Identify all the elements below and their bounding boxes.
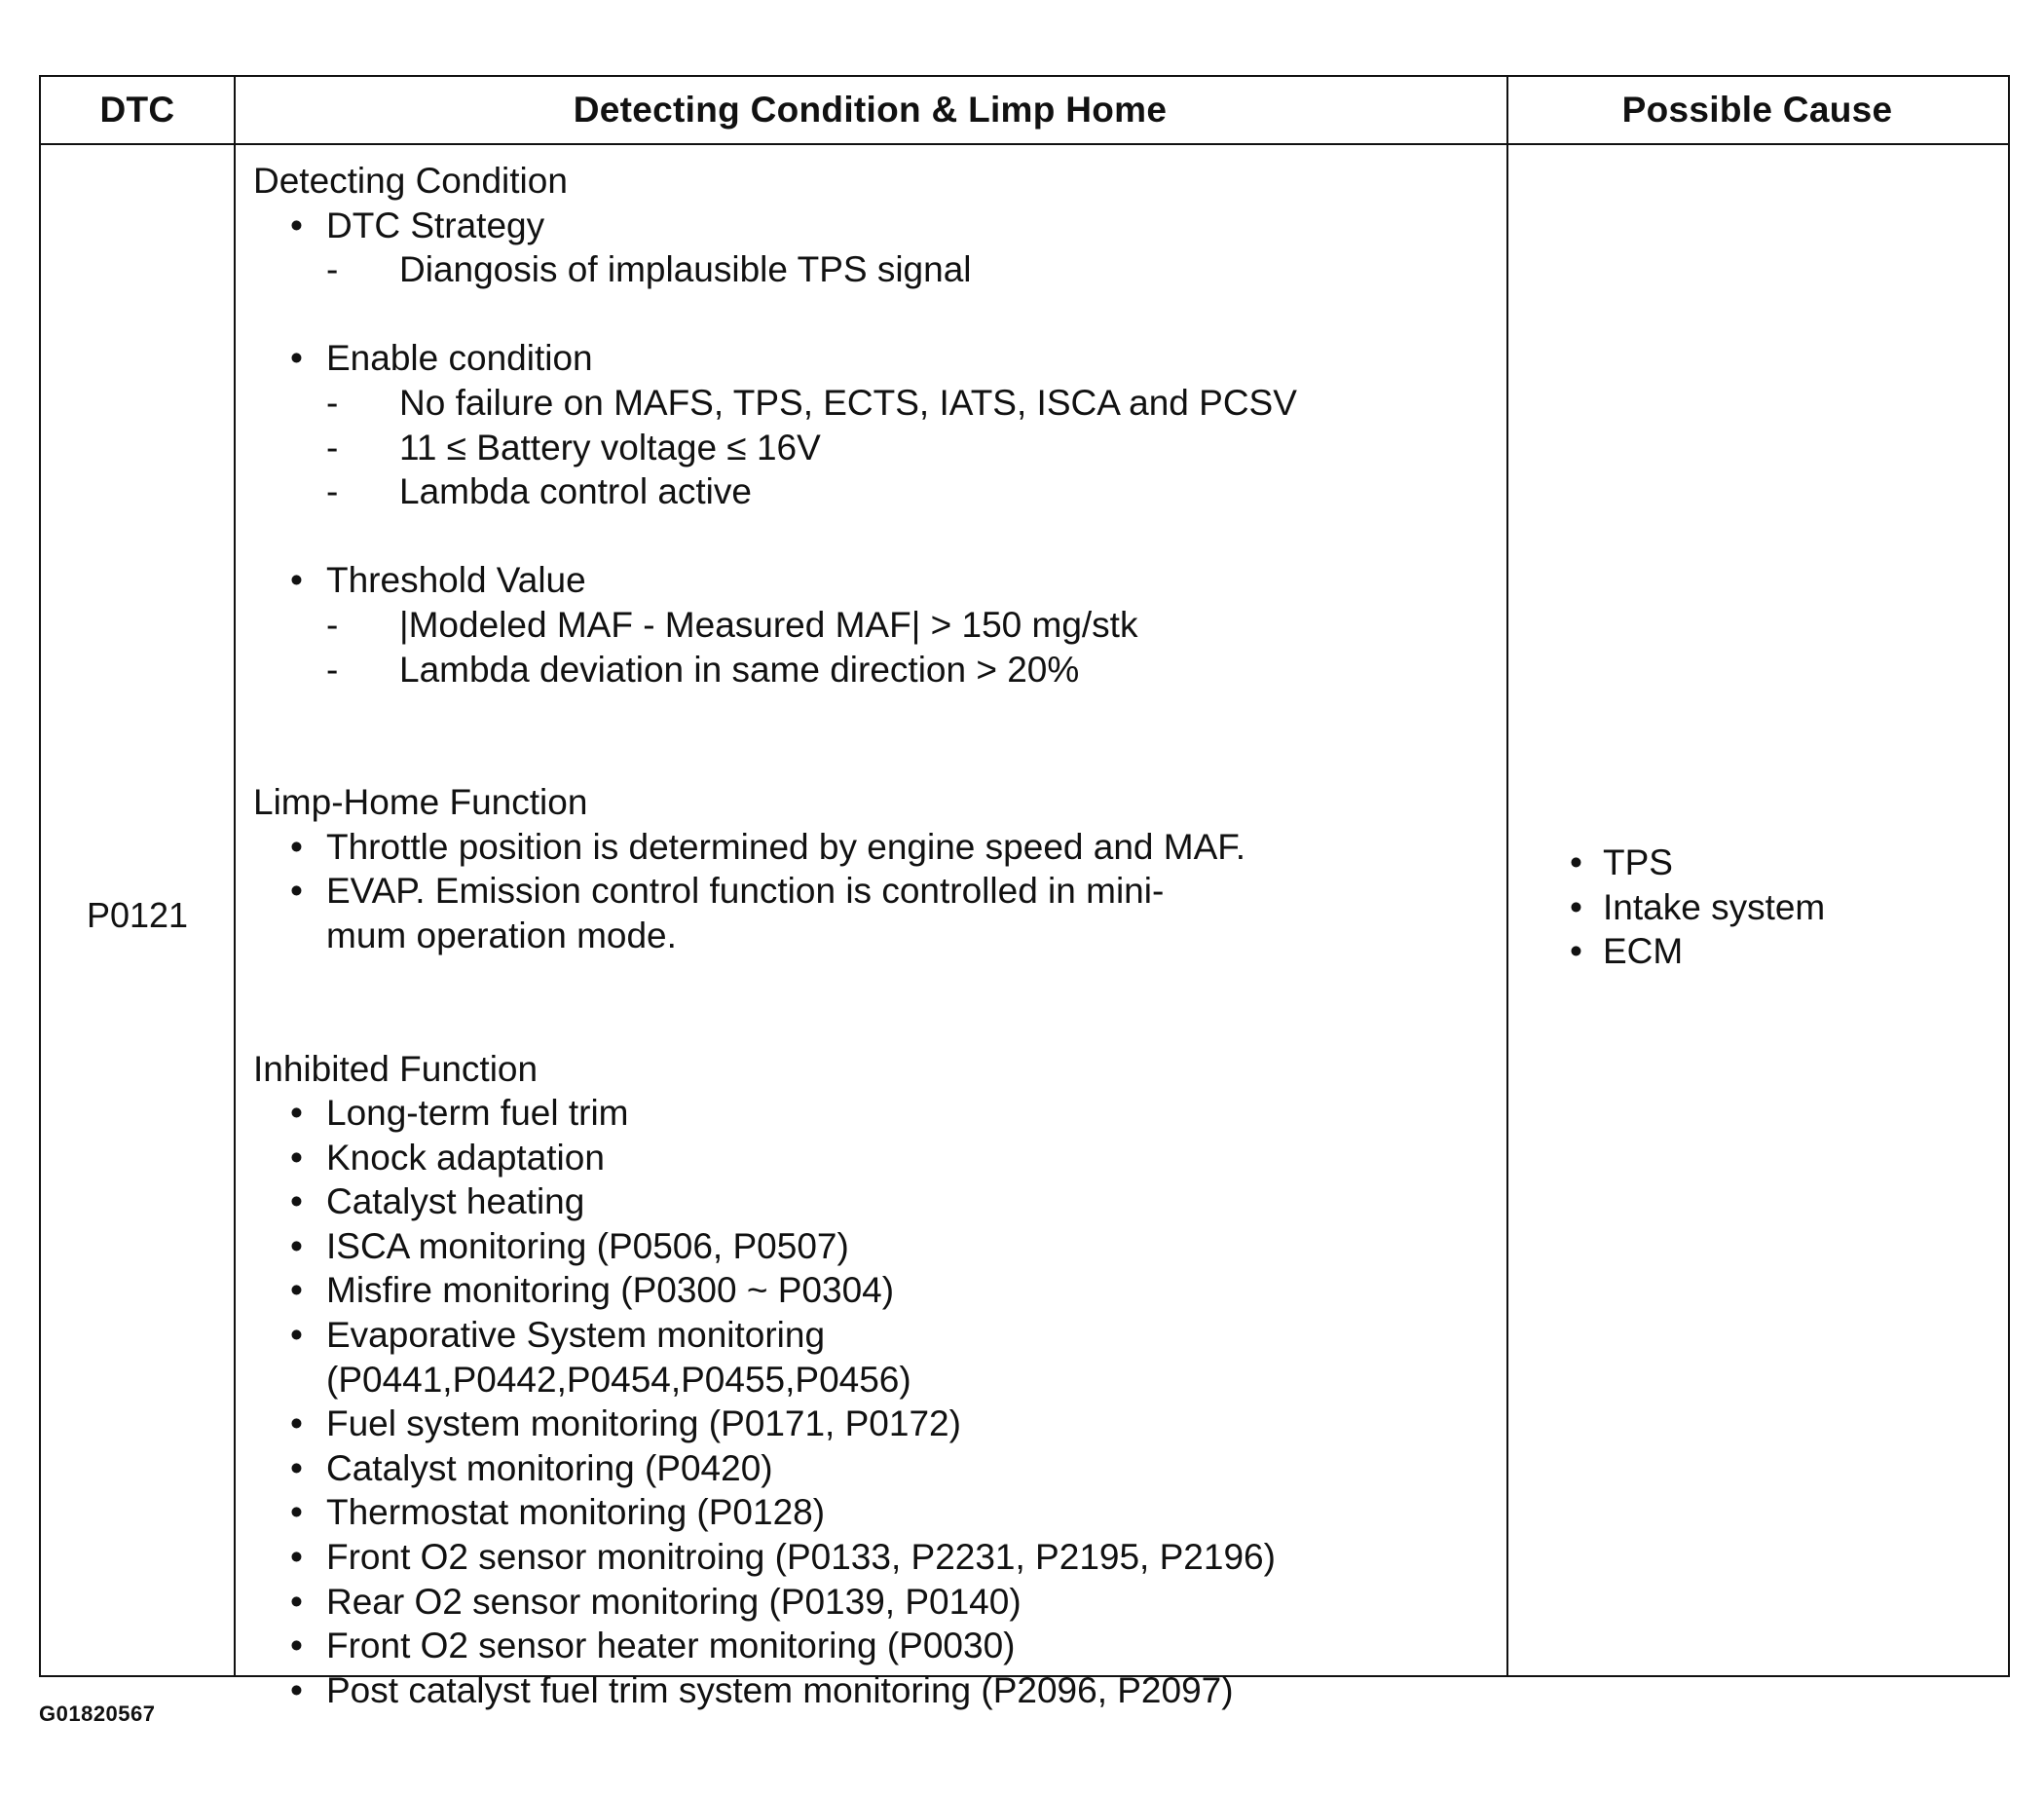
inhibited-item: Evaporative System monitoring (P0441,P0442,P0454,P0455,P0456) (326, 1315, 911, 1400)
list-item (253, 1179, 1305, 1224)
list-item (253, 648, 1305, 692)
list-item (253, 1091, 1305, 1136)
list-item (1560, 929, 1988, 974)
detecting-condition-title: Detecting Condition (253, 161, 568, 201)
list-item (253, 603, 1305, 648)
enable-condition-item: No failure on MAFS, TPS, ECTS, IATS, ISCA and PCSV (399, 382, 1297, 423)
list-item (253, 869, 1305, 914)
inhibited-item: Front O2 sensor heater monitoring (P0030) (326, 1626, 1016, 1666)
list-item (253, 558, 1305, 603)
threshold-value-item: |Modeled MAF - Measured MAF| > 150 mg/stk (399, 604, 1138, 645)
dash-icon: - (326, 471, 339, 512)
inhibited-item: Front O2 sensor monitroing (P0133, P2231, P2195, P2196) (326, 1537, 1276, 1578)
dash-icon: - (326, 249, 339, 290)
list-item (253, 426, 1305, 470)
bullet-icon: • (290, 826, 303, 867)
inhibited-item: Thermostat monitoring (P0128) (326, 1492, 826, 1533)
bullet-icon: • (290, 1315, 303, 1356)
bullet-icon: • (290, 205, 303, 245)
limp-home-item: EVAP. Emission control function is controlled in mini- (326, 871, 1165, 912)
dash-icon: - (326, 427, 339, 467)
inhibited-item: Post catalyst fuel trim system monitoring (P2096, P2097) (326, 1669, 1234, 1710)
dtc-strategy-item: Diangosis of implausible TPS signal (399, 249, 972, 290)
bullet-icon: • (290, 1581, 303, 1622)
column-divider-1 (234, 77, 236, 1675)
bullet-icon: • (290, 560, 303, 601)
list-item (253, 1668, 1305, 1713)
dtc-table (39, 75, 2010, 1710)
dtc-strategy-label: DTC Strategy (326, 205, 545, 245)
list-item (253, 1535, 1305, 1580)
threshold-value-item: Lambda deviation in same direction > 20% (399, 649, 1080, 690)
possible-cause-item: TPS (1603, 842, 1673, 882)
column-divider-2 (1506, 77, 1508, 1675)
list-item (1560, 885, 1988, 930)
limp-home-item: mum operation mode. (326, 915, 677, 955)
bullet-icon: • (290, 1181, 303, 1222)
dash-icon: - (326, 604, 339, 645)
bullet-icon: • (290, 1537, 303, 1578)
inhibited-item: Misfire monitoring (P0300 ~ P0304) (326, 1270, 895, 1311)
detecting-condition-cell (253, 159, 1305, 1712)
list-item (253, 204, 1305, 248)
possible-cause-item: ECM (1603, 931, 1684, 972)
bullet-icon: • (1570, 842, 1582, 882)
dash-icon: - (326, 382, 339, 423)
bullet-icon: • (290, 1403, 303, 1444)
bullet-icon: • (290, 1270, 303, 1311)
limp-home-title: Limp-Home Function (253, 782, 588, 823)
bullet-icon: • (1570, 886, 1582, 927)
list-item (253, 1580, 1305, 1625)
header-divider (41, 143, 2008, 145)
list-item (253, 1136, 1305, 1180)
enable-condition-item: Lambda control active (399, 471, 752, 512)
list-item (253, 1268, 1305, 1313)
bullet-icon: • (290, 1626, 303, 1666)
inhibited-item: ISCA monitoring (P0506, P0507) (326, 1225, 849, 1266)
list-item (1560, 841, 1988, 885)
threshold-value-label: Threshold Value (326, 560, 586, 601)
inhibited-item: Rear O2 sensor monitoring (P0139, P0140) (326, 1581, 1022, 1622)
inhibited-item: Long-term fuel trim (326, 1093, 629, 1134)
inhibited-function-title: Inhibited Function (253, 1048, 539, 1089)
list-item (253, 1446, 1305, 1491)
enable-condition-item: 11 ≤ Battery voltage ≤ 16V (399, 427, 821, 467)
bullet-icon: • (290, 1492, 303, 1533)
inhibited-item: Knock adaptation (326, 1137, 605, 1178)
list-item (253, 247, 1305, 292)
inhibited-item: Catalyst monitoring (P0420) (326, 1447, 773, 1488)
possible-cause-cell (1560, 841, 1988, 974)
bullet-icon: • (290, 1669, 303, 1710)
bullet-icon: • (1570, 931, 1582, 972)
header-possible-cause: Possible Cause (1621, 90, 1893, 130)
header-dtc: DTC (99, 90, 175, 130)
bullet-icon: • (290, 1225, 303, 1266)
header-detecting-condition: Detecting Condition & Limp Home (573, 90, 1168, 130)
inhibited-item: Fuel system monitoring (P0171, P0172) (326, 1403, 961, 1444)
dash-icon: - (326, 649, 339, 690)
possible-cause-item: Intake system (1603, 886, 1826, 927)
bullet-icon: • (290, 1137, 303, 1178)
list-item (253, 469, 1305, 514)
bullet-icon: • (290, 1093, 303, 1134)
list-item (253, 1224, 1305, 1269)
bullet-icon: • (290, 871, 303, 912)
list-item (253, 825, 1305, 870)
list-item (253, 381, 1305, 426)
inhibited-item: Catalyst heating (326, 1181, 585, 1222)
figure-id: G01820567 (39, 1702, 156, 1726)
enable-condition-label: Enable condition (326, 338, 593, 379)
list-item (253, 1490, 1305, 1535)
limp-home-item: Throttle position is determined by engine speed and MAF. (326, 826, 1246, 867)
list-item (253, 1402, 1305, 1446)
list-item-continuation (253, 914, 1305, 958)
dtc-code: P0121 (86, 895, 189, 935)
bullet-icon: • (290, 338, 303, 379)
list-item (253, 1624, 1305, 1668)
list-item (253, 336, 1305, 381)
list-item (253, 1313, 1305, 1402)
inhibited-function-list (253, 1091, 1305, 1712)
bullet-icon: • (290, 1447, 303, 1488)
